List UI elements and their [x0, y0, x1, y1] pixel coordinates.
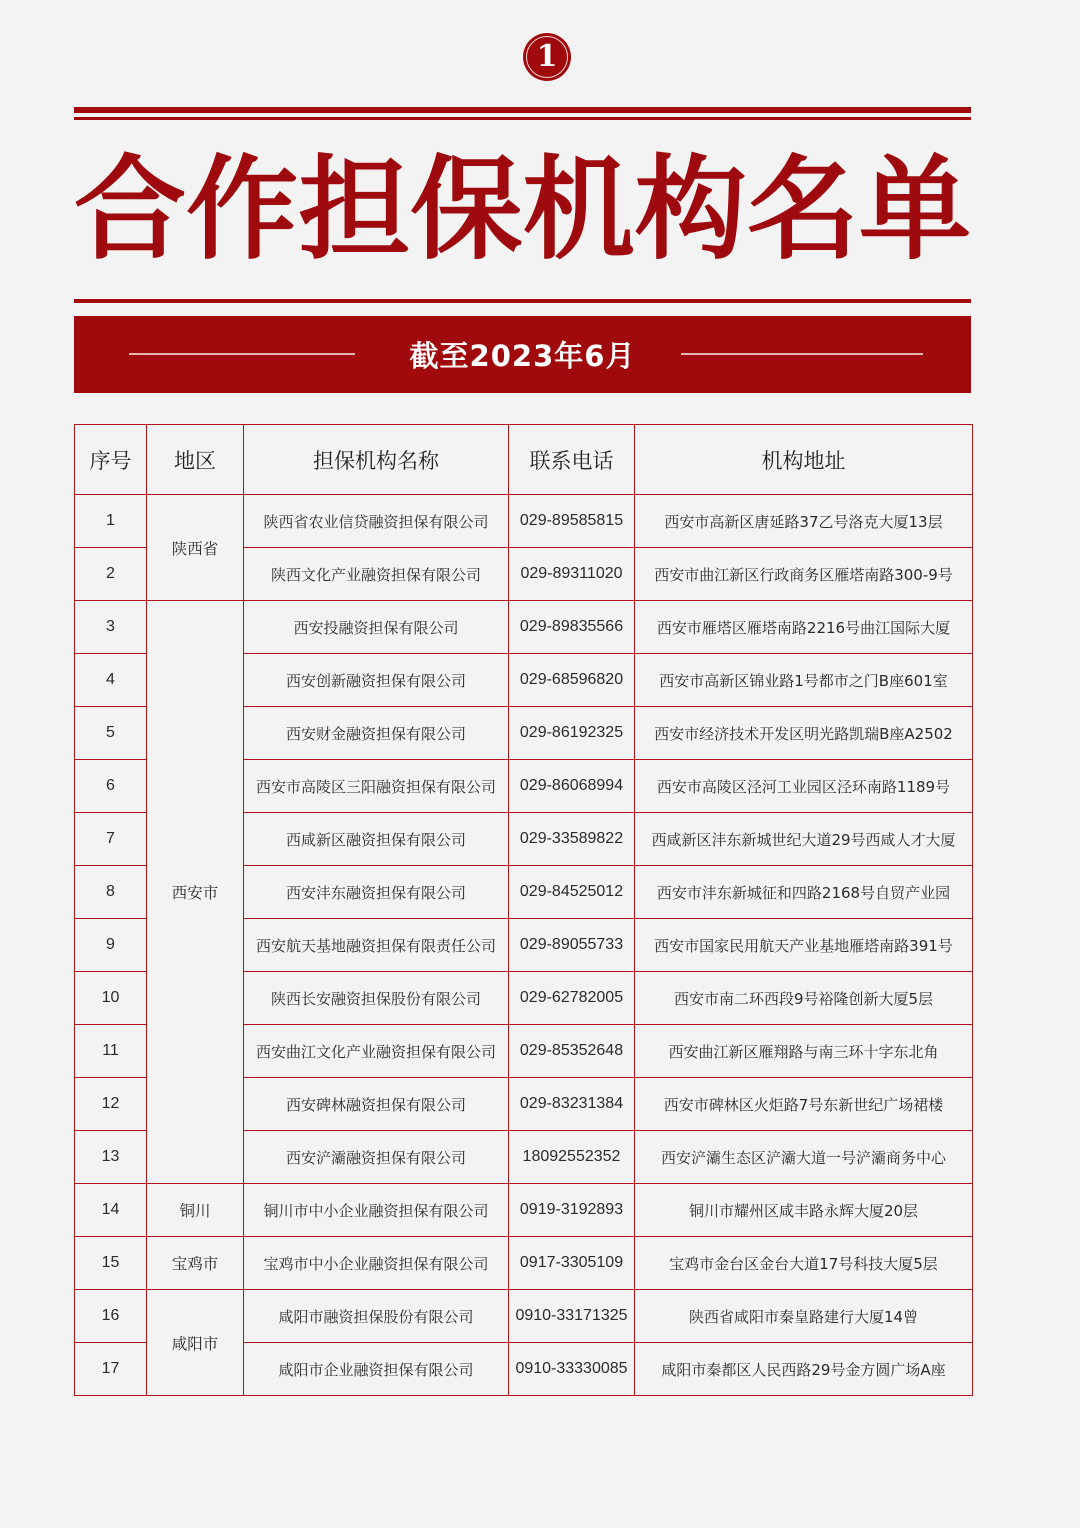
- title-char: 名: [746, 145, 859, 275]
- banner-subtitle: 截至2023年6月: [409, 339, 636, 373]
- cell-seq: 11: [75, 1025, 147, 1078]
- cell-phone: 029-86192325: [509, 707, 635, 760]
- cell-phone: 029-62782005: [509, 972, 635, 1025]
- table-header-row: [75, 425, 973, 495]
- title-char: 担: [298, 145, 411, 275]
- header-name: 担保机构名称: [244, 425, 509, 495]
- cell-region: 宝鸡市: [147, 1237, 244, 1290]
- mid-rule: [74, 299, 971, 303]
- cell-phone: 18092552352: [509, 1131, 635, 1184]
- cell-region: 铜川: [147, 1184, 244, 1237]
- cell-phone: 029-83231384: [509, 1078, 635, 1131]
- cell-address: 宝鸡市金台区金台大道17号科技大厦5层: [635, 1237, 973, 1290]
- guarantee-institutions-table: [74, 424, 973, 1396]
- cell-seq: 15: [75, 1237, 147, 1290]
- cell-name: 西安市高陵区三阳融资担保有限公司: [244, 760, 509, 813]
- cell-phone: 029-86068994: [509, 760, 635, 813]
- cell-address: 西咸新区沣东新城世纪大道29号西咸人才大厦: [635, 813, 973, 866]
- title-char: 构: [634, 145, 747, 275]
- cell-seq: 3: [75, 601, 147, 654]
- cell-name: 西安浐灞融资担保有限公司: [244, 1131, 509, 1184]
- banner-right-line: [681, 353, 923, 355]
- title-char: 作: [186, 145, 299, 275]
- table-row: [75, 1237, 973, 1290]
- cell-address: 陕西省咸阳市秦皇路建行大厦14曾: [635, 1290, 973, 1343]
- header-address: 机构地址: [635, 425, 973, 495]
- cell-name: 陕西省农业信贷融资担保有限公司: [244, 495, 509, 548]
- cell-name: 西安碑林融资担保有限公司: [244, 1078, 509, 1131]
- badge-number: 1: [536, 38, 558, 74]
- number-badge: [523, 33, 571, 81]
- cell-address: 西安市高新区唐延路37乙号洛克大厦13层: [635, 495, 973, 548]
- cell-name: 西安曲江文化产业融资担保有限公司: [244, 1025, 509, 1078]
- cell-seq: 7: [75, 813, 147, 866]
- cell-address: 西安市碑林区火炬路7号东新世纪广场裙楼: [635, 1078, 973, 1131]
- cell-address: 西安浐灞生态区浐灞大道一号浐灞商务中心: [635, 1131, 973, 1184]
- title-char: 机: [522, 145, 635, 275]
- cell-seq: 16: [75, 1290, 147, 1343]
- date-banner: [74, 316, 971, 393]
- table-row: [75, 1290, 973, 1343]
- cell-seq: 9: [75, 919, 147, 972]
- cell-name: 咸阳市融资担保股份有限公司: [244, 1290, 509, 1343]
- cell-address: 西安市曲江新区行政商务区雁塔南路300-9号: [635, 548, 973, 601]
- table-row: [75, 495, 973, 548]
- cell-phone: 029-84525012: [509, 866, 635, 919]
- cell-phone: 0917-3305109: [509, 1237, 635, 1290]
- cell-address: 咸阳市秦都区人民西路29号金方圆广场A座: [635, 1343, 973, 1396]
- title-char: 单: [858, 145, 971, 275]
- cell-phone: 0910-33171325: [509, 1290, 635, 1343]
- cell-seq: 8: [75, 866, 147, 919]
- table-row: [75, 1184, 973, 1237]
- cell-phone: 029-85352648: [509, 1025, 635, 1078]
- cell-name: 西安沣东融资担保有限公司: [244, 866, 509, 919]
- cell-name: 宝鸡市中小企业融资担保有限公司: [244, 1237, 509, 1290]
- cell-phone: 029-89835566: [509, 601, 635, 654]
- cell-seq: 4: [75, 654, 147, 707]
- cell-name: 西安创新融资担保有限公司: [244, 654, 509, 707]
- cell-address: 铜川市耀州区咸丰路永辉大厦20层: [635, 1184, 973, 1237]
- header-seq: 序号: [75, 425, 147, 495]
- cell-seq: 1: [75, 495, 147, 548]
- cell-phone: 0919-3192893: [509, 1184, 635, 1237]
- cell-name: 陕西文化产业融资担保有限公司: [244, 548, 509, 601]
- cell-seq: 14: [75, 1184, 147, 1237]
- cell-address: 西安市高新区锦业路1号都市之门B座601室: [635, 654, 973, 707]
- cell-region: 咸阳市: [147, 1290, 244, 1396]
- cell-seq: 5: [75, 707, 147, 760]
- cell-name: 西安财金融资担保有限公司: [244, 707, 509, 760]
- cell-region: 陕西省: [147, 495, 244, 601]
- header-region: 地区: [147, 425, 244, 495]
- cell-address: 西安市经济技术开发区明光路凯瑞B座A2502: [635, 707, 973, 760]
- table-row: [75, 601, 973, 654]
- top-thick-rule: [74, 107, 971, 113]
- cell-address: 西安市雁塔区雁塔南路2216号曲江国际大厦: [635, 601, 973, 654]
- title-char: 合: [74, 145, 186, 275]
- cell-phone: 029-89055733: [509, 919, 635, 972]
- cell-name: 西安航天基地融资担保有限责任公司: [244, 919, 509, 972]
- cell-name: 咸阳市企业融资担保有限公司: [244, 1343, 509, 1396]
- cell-seq: 6: [75, 760, 147, 813]
- cell-phone: 029-89585815: [509, 495, 635, 548]
- header-phone: 联系电话: [509, 425, 635, 495]
- cell-seq: 10: [75, 972, 147, 1025]
- cell-address: 西安市高陵区泾河工业园区泾环南路1189号: [635, 760, 973, 813]
- cell-address: 西安市国家民用航天产业基地雁塔南路391号: [635, 919, 973, 972]
- cell-name: 铜川市中小企业融资担保有限公司: [244, 1184, 509, 1237]
- cell-region: 西安市: [147, 601, 244, 1184]
- cell-seq: 12: [75, 1078, 147, 1131]
- cell-seq: 17: [75, 1343, 147, 1396]
- cell-address: 西安曲江新区雁翔路与南三环十字东北角: [635, 1025, 973, 1078]
- cell-phone: 0910-33330085: [509, 1343, 635, 1396]
- cell-seq: 2: [75, 548, 147, 601]
- cell-name: 西安投融资担保有限公司: [244, 601, 509, 654]
- page-title: [74, 140, 971, 280]
- cell-phone: 029-89311020: [509, 548, 635, 601]
- cell-phone: 029-33589822: [509, 813, 635, 866]
- cell-seq: 13: [75, 1131, 147, 1184]
- cell-phone: 029-68596820: [509, 654, 635, 707]
- top-thin-rule: [74, 117, 971, 120]
- cell-name: 西咸新区融资担保有限公司: [244, 813, 509, 866]
- cell-address: 西安市南二环西段9号裕隆创新大厦5层: [635, 972, 973, 1025]
- cell-name: 陕西长安融资担保股份有限公司: [244, 972, 509, 1025]
- title-char: 保: [410, 145, 523, 275]
- banner-left-line: [129, 353, 355, 355]
- cell-address: 西安市沣东新城征和四路2168号自贸产业园: [635, 866, 973, 919]
